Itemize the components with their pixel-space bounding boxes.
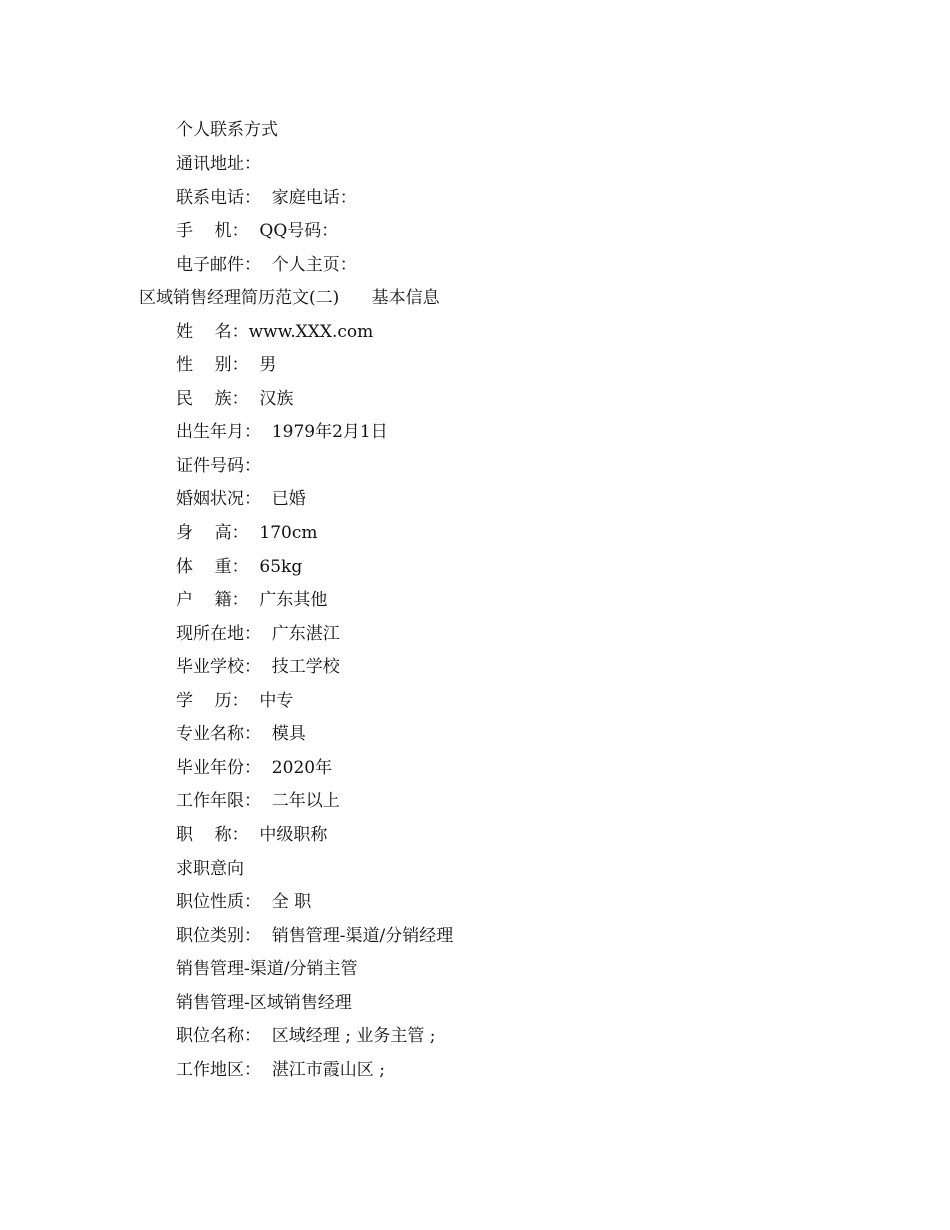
section-heading-contact: 个人联系方式 <box>176 120 278 140</box>
section-heading-job-intent: 求职意向 <box>176 859 244 879</box>
document-title: 区域销售经理简历范文(二) 基本信息 <box>139 288 440 308</box>
field-current-location: 现所在地： 广东湛江 <box>176 624 340 644</box>
field-mobile: 手 机： QQ号码： <box>176 221 339 241</box>
field-work-years: 工作年限： 二年以上 <box>176 791 340 811</box>
field-address: 通讯地址： <box>176 154 261 174</box>
field-phone: 联系电话： 家庭电话： <box>176 188 357 208</box>
field-education: 学 历： 中专 <box>176 691 294 711</box>
field-work-area: 工作地区： 湛江市霞山区 ; <box>176 1060 385 1080</box>
field-school: 毕业学校： 技工学校 <box>176 657 340 677</box>
field-ethnicity: 民 族： 汉族 <box>176 389 294 409</box>
field-job-type: 职位性质： 全 职 <box>176 892 312 912</box>
field-birthdate: 出生年月： 1979年2月1日 <box>176 422 388 442</box>
field-job-title: 职位名称： 区域经理 ; 业务主管 ; <box>176 1026 436 1046</box>
field-height: 身 高： 170cm <box>176 523 318 543</box>
job-category-item: 销售管理-区域销售经理 <box>176 993 352 1013</box>
field-major: 专业名称： 模具 <box>176 724 306 744</box>
field-gender: 性 别： 男 <box>176 355 277 375</box>
field-graduation-year: 毕业年份： 2020年 <box>176 758 333 778</box>
field-weight: 体 重： 65kg <box>176 557 303 577</box>
job-category-item: 销售管理-渠道/分销主管 <box>176 959 358 979</box>
field-job-category: 职位类别： 销售管理-渠道/分销经理 <box>176 926 454 946</box>
field-id-number: 证件号码： <box>176 456 261 476</box>
field-title: 职 称： 中级职称 <box>176 825 328 845</box>
field-household: 户 籍： 广东其他 <box>176 590 328 610</box>
field-marital-status: 婚姻状况： 已婚 <box>176 489 306 509</box>
field-name: 姓 名：www.XXX.com <box>176 322 374 342</box>
field-email: 电子邮件： 个人主页： <box>176 255 357 275</box>
